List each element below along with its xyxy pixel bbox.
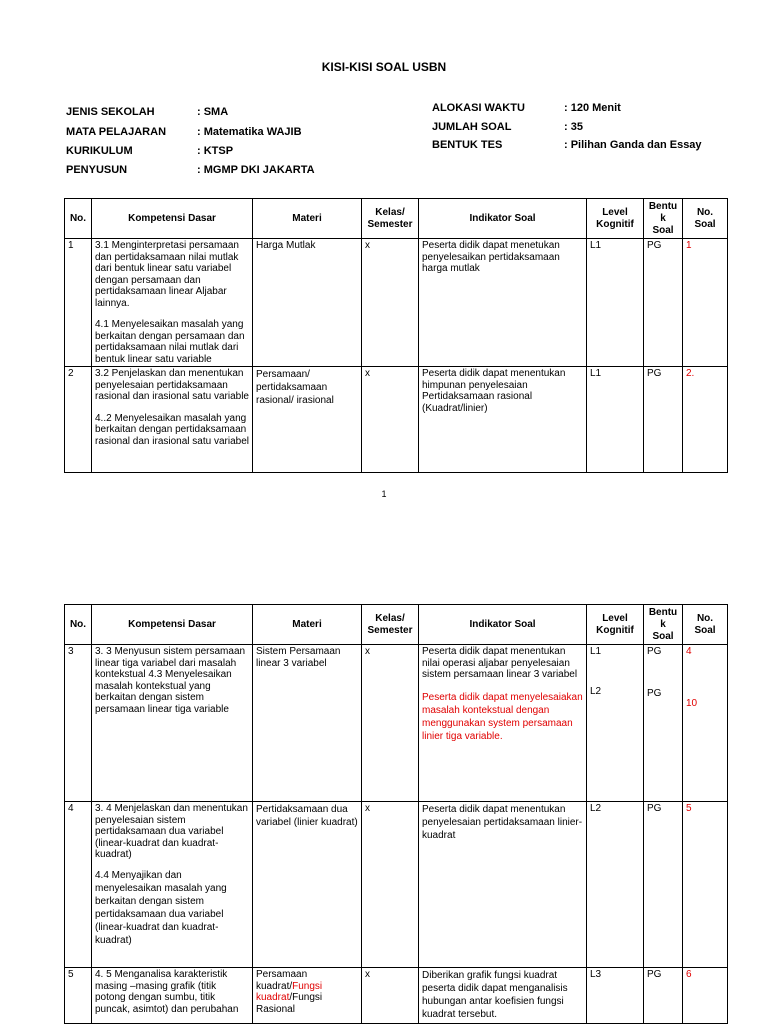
meta-key: KURIKULUM	[66, 145, 133, 157]
kd-text: 4..2 Menyelesaikan masalah yang berkaitan dengan pertidaksamaan rasional dan irasional satu variabel	[95, 412, 249, 447]
table-header-row	[65, 605, 728, 645]
col-header-no: No.	[65, 605, 92, 645]
level-value: L1	[590, 646, 602, 657]
header-line: Kelas/	[375, 612, 405, 624]
cell-indikator: Diberikan grafik fungsi kuadrat peserta didik dapat menganalisis hubungan antar koefisien fungsi kuadrat tersebut.	[419, 968, 587, 1024]
document-title: KISI-KISI SOAL USBN	[321, 60, 447, 74]
cell-nosoal	[683, 645, 728, 802]
cell-kelas: x	[362, 239, 419, 367]
table-header-row	[65, 199, 728, 239]
col-header-nosoal	[683, 199, 728, 239]
meta-key: ALOKASI WAKTU	[432, 102, 525, 114]
cell-kelas: x	[362, 968, 419, 1024]
kisi-table-page2	[64, 604, 728, 1024]
materi-text: Fungsi Rasional	[256, 992, 323, 1015]
meta-value: : SMA	[197, 106, 229, 118]
meta-right-block	[432, 102, 752, 162]
bentuk-value: PG	[647, 646, 662, 657]
cell-bentuk	[644, 645, 683, 802]
header-line: Soal	[652, 224, 674, 236]
cell-level	[587, 645, 644, 802]
table-row	[65, 968, 728, 1024]
col-header-no: No.	[65, 199, 92, 239]
cell-indikator	[419, 645, 587, 802]
kd-text: 3. 4 Menjelaskan dan menentukan penyelesaian sistem pertidaksamaan dua variabel (linear-kuadrat dan kuadrat-kuadrat)	[95, 803, 248, 860]
col-header-kd: Kompetensi Dasar	[92, 199, 253, 239]
cell-bentuk: PG	[644, 367, 683, 473]
materi-text: Persamaan kuadrat/	[256, 969, 308, 992]
cell-bentuk: PG	[644, 239, 683, 367]
header-line: No.	[696, 206, 714, 218]
cell-bentuk: PG	[644, 802, 683, 968]
materi-text: /	[289, 992, 293, 1003]
col-header-materi: Materi	[253, 199, 362, 239]
cell-kelas: x	[362, 802, 419, 968]
page-number: 1	[381, 489, 387, 499]
col-header-materi: Materi	[253, 605, 362, 645]
col-header-level	[587, 605, 644, 645]
indikator-text-red: Peserta didik dapat menyelesaiakan masalah kontekstual dengan menggunakan system persamaan linier tiga variable.	[422, 691, 583, 742]
meta-value: : Matematika WAJIB	[197, 126, 302, 138]
header-line: Semester	[367, 218, 413, 230]
cell-nosoal: 5	[683, 802, 728, 968]
col-header-bentuk	[644, 605, 683, 645]
cell-no: 5	[65, 968, 92, 1024]
col-header-level	[587, 199, 644, 239]
cell-nosoal: 6	[683, 968, 728, 1024]
table-row	[65, 239, 728, 367]
header-line: Soal	[694, 624, 716, 636]
kd-text: 3.1 Menginterpretasi persamaan dan pertidaksamaan nilai mutlak dari bentuk linear satu variabel dengan persamaan dan pertidaksamaan linear Aljabar lainnya.	[95, 240, 239, 309]
cell-kd: 4. 5 Menganalisa karakteristik masing –masing grafik (titik potong dengan sumbu, titik puncak, asimtot) dan perubahan	[92, 968, 253, 1024]
meta-key: MATA PELAJARAN	[66, 126, 167, 138]
cell-materi: Harga Mutlak	[253, 239, 362, 367]
kd-text: 3.2 Penjelaskan dan menentukan penyelesaian pertidaksamaan rasional dan irasional satu variable	[95, 368, 249, 402]
header-line: Kognitif	[596, 624, 634, 636]
cell-kd	[92, 802, 253, 968]
cell-no: 4	[65, 802, 92, 968]
col-header-indikator: Indikator Soal	[419, 605, 587, 645]
materi-text-red: Fungsi kuadrat	[256, 980, 323, 1003]
cell-level: L1	[587, 239, 644, 367]
table-row	[65, 645, 728, 802]
nosoal-value: 10	[686, 697, 698, 709]
cell-no: 3	[65, 645, 92, 802]
header-line: k	[660, 212, 666, 224]
cell-level: L1	[587, 367, 644, 473]
kd-text: 4.1 Menyelesaikan masalah yang berkaitan dengan persamaan dan pertidaksamaan nilai mutlak dari bentuk linear satu variable	[95, 319, 245, 365]
meta-value: : MGMP DKI JAKARTA	[197, 164, 315, 176]
cell-kelas: x	[362, 367, 419, 473]
cell-kd	[92, 367, 253, 473]
indikator-text: Peserta didik dapat menentukan nilai operasi aljabar penyelesaian sistem persamaan linear 3 variabel	[422, 646, 578, 680]
cell-kd	[92, 239, 253, 367]
header-line: Level	[602, 206, 628, 218]
meta-key: PENYUSUN	[66, 164, 128, 176]
cell-materi: Pertidaksamaan dua variabel (linier kuadrat)	[253, 802, 362, 968]
col-header-kelas	[362, 605, 419, 645]
cell-kelas: x	[362, 645, 419, 802]
col-header-indikator: Indikator Soal	[419, 199, 587, 239]
level-value: L2	[590, 685, 602, 697]
meta-value: : 35	[564, 121, 583, 133]
meta-key: BENTUK TES	[432, 139, 503, 151]
meta-key: JUMLAH SOAL	[432, 121, 512, 133]
table-row	[65, 802, 728, 968]
cell-nosoal: 1	[683, 239, 728, 367]
kd-text: 4.4 Menyajikan dan menyelesaikan masalah yang berkaitan dengan sistem pertidaksamaan dua variabel (linear-kuadrat dan kuadrat-kuadrat)	[95, 869, 227, 946]
header-line: Soal	[652, 630, 674, 642]
cell-level: L3	[587, 968, 644, 1024]
meta-key: JENIS SEKOLAH	[66, 106, 155, 118]
header-line: Bentu	[648, 200, 678, 212]
header-line: Soal	[694, 218, 716, 230]
header-line: Level	[602, 612, 628, 624]
cell-no: 2	[65, 367, 92, 473]
cell-indikator: Peserta didik dapat menetukan penyelesaikan pertidaksamaan harga mutlak	[419, 239, 587, 367]
header-line: No.	[696, 612, 714, 624]
cell-materi: Persamaan/ pertidaksamaan rasional/ irasional	[253, 367, 362, 473]
header-line: Semester	[367, 624, 413, 636]
col-header-nosoal	[683, 605, 728, 645]
bentuk-value: PG	[647, 687, 662, 699]
header-line: Kognitif	[596, 218, 634, 230]
col-header-kd: Kompetensi Dasar	[92, 605, 253, 645]
cell-kd: 3. 3 Menyusun sistem persamaan linear tiga variabel dari masalah kontekstual 4.3 Menyelesaikan masalah kontekstual yang berkaitan dengan sistem persamaan linear tiga variable	[92, 645, 253, 802]
cell-nosoal: 2.	[683, 367, 728, 473]
cell-materi: Sistem Persamaan linear 3 variabel	[253, 645, 362, 802]
col-header-bentuk	[644, 199, 683, 239]
cell-bentuk: PG	[644, 968, 683, 1024]
meta-left-block	[66, 106, 396, 186]
header-line: k	[660, 618, 666, 630]
cell-materi	[253, 968, 362, 1024]
header-line: Kelas/	[375, 206, 405, 218]
header-line: Bentu	[648, 606, 678, 618]
meta-value: : 120 Menit	[564, 102, 621, 114]
meta-value: : Pilihan Ganda dan Essay	[564, 139, 702, 151]
meta-value: : KTSP	[197, 145, 234, 157]
col-header-kelas	[362, 199, 419, 239]
cell-indikator: Peserta didik dapat menentukan penyelesaian pertidaksamaan linier-kuadrat	[419, 802, 587, 968]
cell-level: L2	[587, 802, 644, 968]
cell-indikator: Peserta didik dapat menentukan himpunan penyelesaian Pertidaksamaan rasional (Kuadrat/linier)	[419, 367, 587, 473]
cell-no: 1	[65, 239, 92, 367]
kisi-table-page1	[64, 198, 728, 473]
table-row	[65, 367, 728, 473]
nosoal-value: 4	[686, 646, 692, 657]
